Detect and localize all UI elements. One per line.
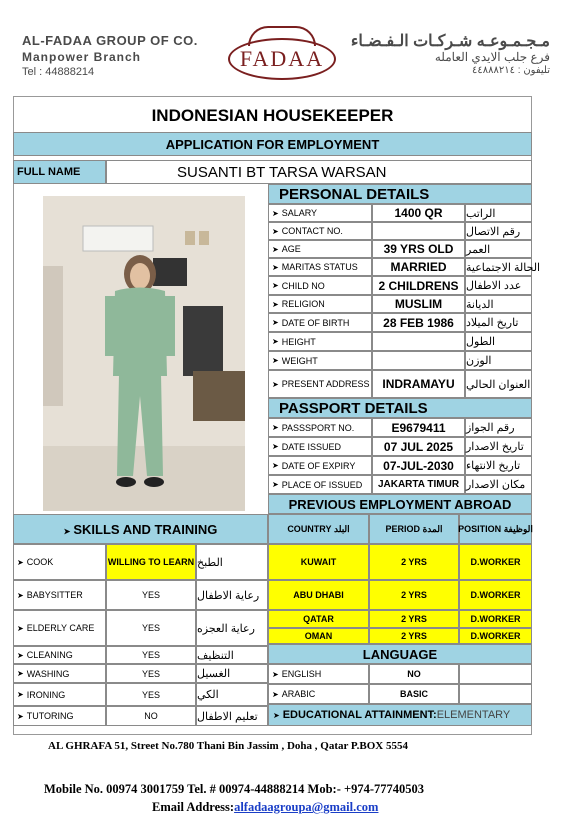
employment-position: D.WORKER xyxy=(459,628,532,644)
skill-label: ➤ ELDERLY CARE xyxy=(13,610,106,646)
personal-label: ➤ DATE OF BIRTH xyxy=(268,313,372,332)
footer-email-line xyxy=(152,800,378,815)
form-subtitle: APPLICATION FOR EMPLOYMENT xyxy=(13,132,532,156)
skill-label-ar: رعاية العجزه xyxy=(196,610,268,646)
employment-col-position: POSITION الوظيفة xyxy=(459,514,532,544)
skill-value: YES xyxy=(106,646,196,664)
passport-label: ➤ PLACE OF ISSUED xyxy=(268,475,372,494)
passport-details-heading: PASSPORT DETAILS xyxy=(268,398,532,418)
employment-col-period: PERIOD المدة xyxy=(369,514,459,544)
passport-label-ar: تاريخ الانتهاء xyxy=(465,456,532,475)
passport-label: ➤ PASSSPORT NO. xyxy=(268,418,372,437)
skill-label-ar: الغسيل xyxy=(196,664,268,683)
skill-value: YES xyxy=(106,664,196,683)
personal-label: ➤ WEIGHT xyxy=(268,351,372,370)
language-value: NO xyxy=(369,664,459,684)
full-name-value: SUSANTI BT TARSA WARSAN xyxy=(106,160,532,184)
passport-label-ar: تاريخ الاصدار xyxy=(465,437,532,456)
passport-label-ar: رقم الجواز xyxy=(465,418,532,437)
skill-label: ➤ COOK xyxy=(13,544,106,580)
footer-email-link[interactable]: alfadaagroupa@gmail.com xyxy=(234,800,379,814)
passport-value: E9679411 xyxy=(372,418,465,437)
passport-value: JAKARTA TIMUR xyxy=(372,475,465,494)
language-empty-cell xyxy=(459,664,532,684)
skill-value: YES xyxy=(106,580,196,610)
footer-email-label: Email Address: xyxy=(152,800,235,814)
skill-label-ar: الطبخ xyxy=(196,544,268,580)
education-value: ELEMENTARY xyxy=(436,709,511,721)
employment-period: 2 YRS xyxy=(369,580,459,610)
passport-label: ➤ DATE ISSUED xyxy=(268,437,372,456)
language-label: ➤ ARABIC xyxy=(268,684,369,704)
personal-value: 2 CHILDRENS xyxy=(372,276,465,295)
company-name-ar: مـجـمـوعـه شـركـات الـفـضـاء xyxy=(350,33,550,50)
company-name-en: AL-FADAA GROUP OF CO. xyxy=(22,33,198,48)
employment-position: D.WORKER xyxy=(459,610,532,628)
employment-country: QATAR xyxy=(268,610,369,628)
personal-label-ar: العنوان الحالي xyxy=(465,370,532,398)
personal-label-ar: الديانة xyxy=(465,295,532,313)
footer-phones: Mobile No. 00974 3001759 Tel. # 00974-44888214 Mob:- +974-77740503 xyxy=(44,782,425,796)
skill-label-ar: تعليم الاطفال xyxy=(196,706,268,726)
passport-value: 07-JUL-2030 xyxy=(372,456,465,475)
skill-label: ➤ TUTORING xyxy=(13,706,106,726)
skill-value: WILLING TO LEARN xyxy=(106,544,196,580)
employment-period: 2 YRS xyxy=(369,544,459,580)
employment-col-country: COUNTRY البلد xyxy=(268,514,369,544)
employment-position: D.WORKER xyxy=(459,580,532,610)
full-name-label: FULL NAME xyxy=(13,160,106,184)
personal-label: ➤ MARITAS STATUS xyxy=(268,258,372,276)
personal-value: 28 FEB 1986 xyxy=(372,313,465,332)
language-value: BASIC xyxy=(369,684,459,704)
language-empty-cell xyxy=(459,684,532,704)
skill-label-ar: الكي xyxy=(196,683,268,706)
personal-label: ➤ CONTACT NO. xyxy=(268,222,372,240)
skill-label-ar: رعاية الاطفال xyxy=(196,580,268,610)
language-heading: LANGUAGE xyxy=(268,644,532,664)
employment-heading: PREVIOUS EMPLOYMENT ABROAD xyxy=(268,494,532,514)
personal-value: INDRAMAYU xyxy=(372,370,465,398)
personal-label: ➤ CHILD NO xyxy=(268,276,372,295)
personal-label-ar: العمر xyxy=(465,240,532,258)
personal-label-ar: رقم الاتصال xyxy=(465,222,532,240)
personal-value: MUSLIM xyxy=(372,295,465,313)
personal-label-ar: تاريخ الميلاد xyxy=(465,313,532,332)
personal-value xyxy=(372,332,465,351)
passport-value: 07 JUL 2025 xyxy=(372,437,465,456)
education-row xyxy=(268,704,532,726)
employment-country: KUWAIT xyxy=(268,544,369,580)
skill-value: YES xyxy=(106,683,196,706)
employment-period: 2 YRS xyxy=(369,610,459,628)
skill-label: ➤ CLEANING xyxy=(13,646,106,664)
language-label: ➤ ENGLISH xyxy=(268,664,369,684)
personal-label-ar: الوزن xyxy=(465,351,532,370)
personal-value xyxy=(372,222,465,240)
branch-name-ar: فرع جلب الايدي العامله xyxy=(434,50,550,64)
personal-details-heading: PERSONAL DETAILS xyxy=(268,184,532,204)
passport-label-ar: مكان الاصدار xyxy=(465,475,532,494)
skill-label: ➤ IRONING xyxy=(13,683,106,706)
company-tel-ar: تليفون : ٤٤٨٨٨٢١٤ xyxy=(472,65,550,76)
company-logo: FADAA xyxy=(228,38,336,80)
footer-address: AL GHRAFA 51, Street No.780 Thani Bin Jassim , Doha , Qatar P.BOX 5554 xyxy=(48,740,408,752)
applicant-photo xyxy=(43,196,245,511)
skills-heading: ➤ SKILLS AND TRAINING xyxy=(13,514,268,544)
personal-label-ar: الراتب xyxy=(465,204,532,222)
personal-label-ar: الطول xyxy=(465,332,532,351)
personal-value: 39 YRS OLD xyxy=(372,240,465,258)
company-tel-en: Tel : 44888214 xyxy=(22,66,95,78)
employment-period: 2 YRS xyxy=(369,628,459,644)
employment-country: ABU DHABI xyxy=(268,580,369,610)
personal-label: ➤ AGE xyxy=(268,240,372,258)
skill-value: YES xyxy=(106,610,196,646)
personal-label: ➤ HEIGHT xyxy=(268,332,372,351)
education-label: EDUCATIONAL ATTAINMENT: xyxy=(282,709,437,721)
passport-label: ➤ DATE OF EXPIRY xyxy=(268,456,372,475)
personal-label: ➤ SALARY xyxy=(268,204,372,222)
personal-value: MARRIED xyxy=(372,258,465,276)
personal-value xyxy=(372,351,465,370)
personal-label-ar: الحالة الاجتماعية xyxy=(465,258,532,276)
form-title: INDONESIAN HOUSEKEEPER xyxy=(151,106,394,125)
personal-label: ➤ PRESENT ADDRESS xyxy=(268,370,372,398)
personal-label-ar: عدد الاطفال xyxy=(465,276,532,295)
skill-label: ➤ WASHING xyxy=(13,664,106,683)
skill-value: NO xyxy=(106,706,196,726)
employment-position: D.WORKER xyxy=(459,544,532,580)
branch-name-en: Manpower Branch xyxy=(22,50,142,64)
skill-label-ar: التنظيف xyxy=(196,646,268,664)
skill-label: ➤ BABYSITTER xyxy=(13,580,106,610)
employment-country: OMAN xyxy=(268,628,369,644)
personal-value: 1400 QR xyxy=(372,204,465,222)
personal-label: ➤ RELIGION xyxy=(268,295,372,313)
